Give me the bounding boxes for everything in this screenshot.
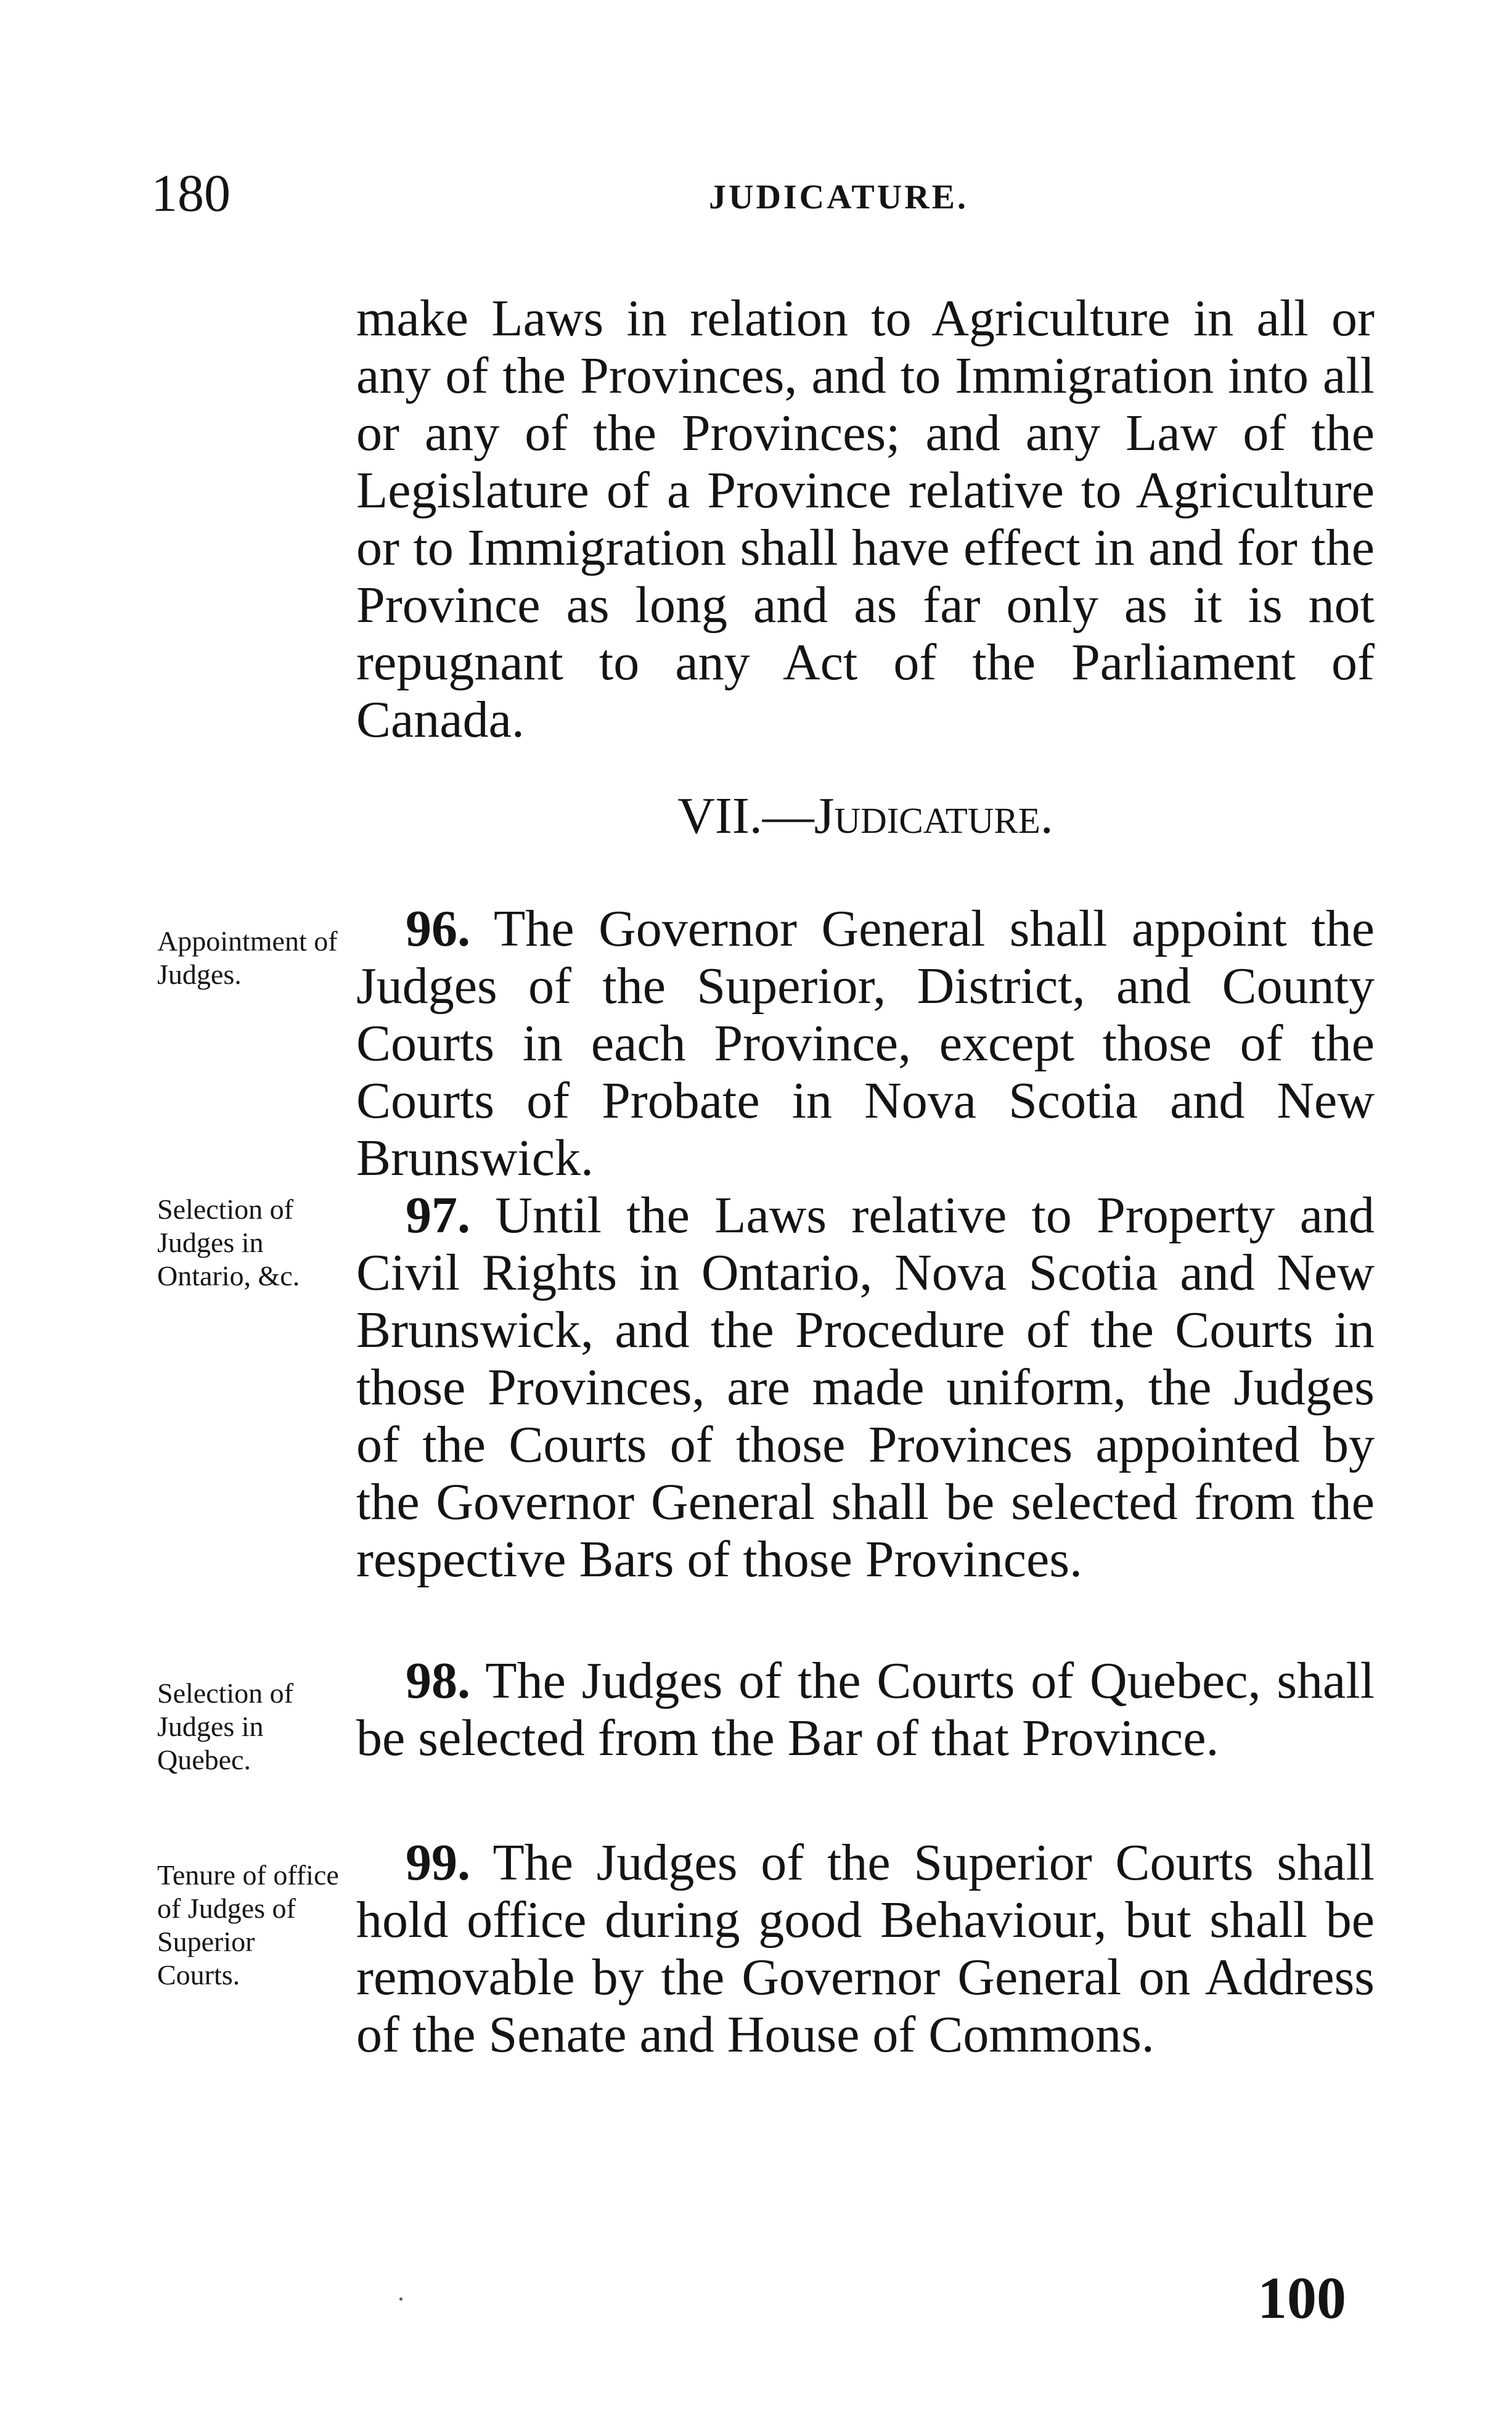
intro-paragraph: make Laws in relation to Agriculture in all or any of the Provinces, and to Immigration into all or any of the Provinces; and any Law of the Legislature of a Province relative to Agriculture or to Immigration shall have effect in and for the Province as long and as far only as it is not repugnant to any Act of the Parliament of Canada.: [356, 290, 1375, 748]
margin-note-96: Appointment of Judges.: [157, 925, 338, 990]
section-number-98: 98.: [406, 1652, 470, 1709]
section-97-text: Until the Laws relative to Property and Civil Rights in Ontario, Nova Scotia and New Brunswick, and the Procedure of the Courts in those Provinces, are made uniform, the Judges of the Courts of those Provinces appointed by the Governor General shall be selected from the respective Bars of those Provinces.: [356, 1187, 1375, 1588]
section-number-96: 96.: [406, 900, 470, 957]
section-97: [356, 1187, 1375, 1588]
section-number-97: 97.: [406, 1187, 470, 1244]
section-99-text: The Judges of the Superior Courts shall hold office during good Behaviour, but shall be removable by the Governor General on Address of the Senate and House of Commons.: [356, 1834, 1375, 2063]
margin-note-99: Tenure of office of Judges of Superior Courts.: [157, 1859, 339, 1991]
section-heading: [356, 787, 1375, 845]
print-speck: [399, 2298, 403, 2301]
page-number: 180: [151, 163, 231, 223]
section-98-text: The Judges of the Courts of Quebec, shall be selected from the Bar of that Province.: [356, 1652, 1375, 1767]
running-title: JUDICATURE.: [709, 178, 968, 216]
section-96-text: The Governor General shall appoint the Judges of the Superior, District, and County Courts in each Province, except those of the Courts of Probate in Nova Scotia and New Brunswick.: [356, 900, 1375, 1187]
section-99: [356, 1834, 1375, 2063]
margin-note-98: Selection of Judges in Quebec.: [157, 1677, 293, 1775]
section-heading-title: Judicature.: [814, 787, 1053, 845]
section-98: [356, 1652, 1375, 1767]
section-heading-numeral: VII.—: [677, 787, 814, 845]
section-96: [356, 900, 1375, 1187]
signature-mark: 100: [1257, 2265, 1346, 2331]
section-number-99: 99.: [406, 1834, 470, 1891]
margin-note-97: Selection of Judges in Ontario, &c.: [157, 1193, 300, 1291]
